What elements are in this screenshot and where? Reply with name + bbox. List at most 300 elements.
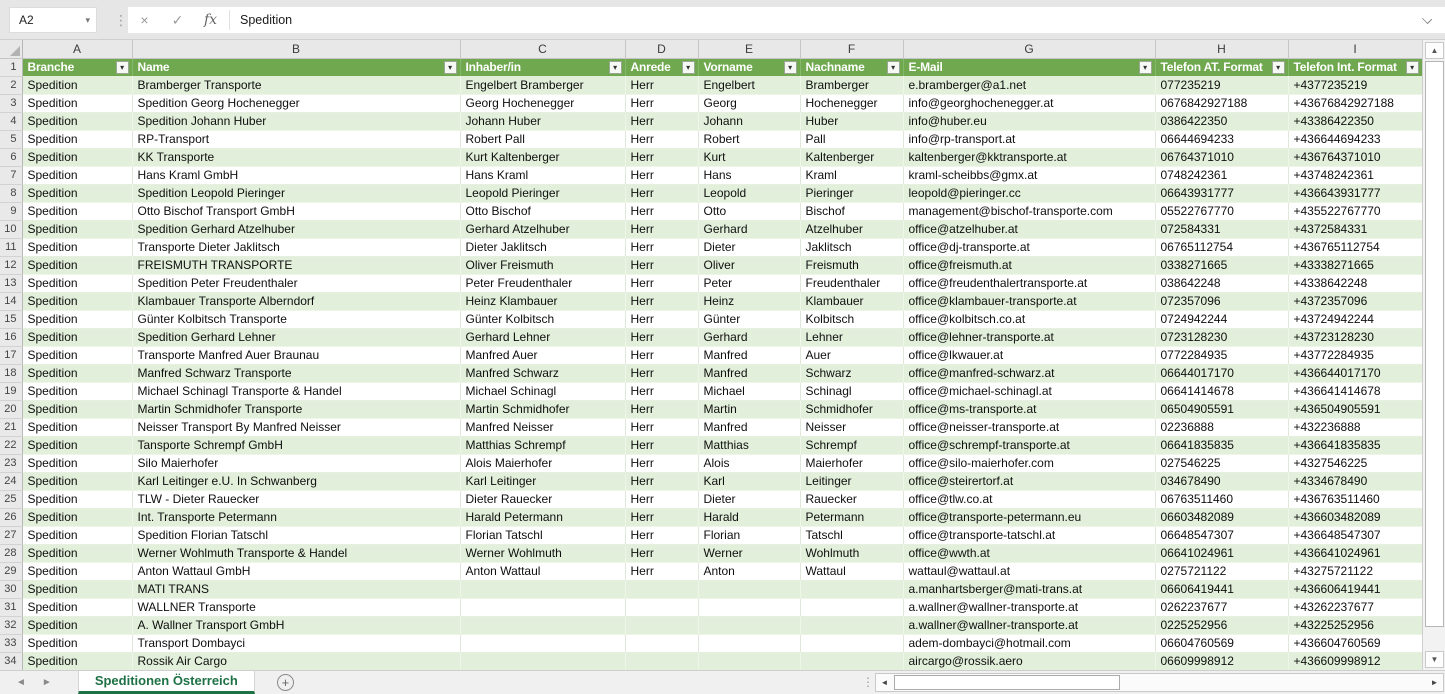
cell-C22[interactable]: Matthias Schrempf — [460, 436, 625, 454]
cell-H13[interactable]: 038642248 — [1155, 274, 1288, 292]
cell-F26[interactable]: Petermann — [800, 508, 903, 526]
row-number-5[interactable]: 5 — [0, 130, 22, 148]
cell-A5[interactable]: Spedition — [22, 130, 132, 148]
row-number-13[interactable]: 13 — [0, 274, 22, 292]
row-number-1[interactable]: 1 — [0, 58, 22, 76]
cell-G7[interactable]: kraml-scheibbs@gmx.at — [903, 166, 1155, 184]
filter-dropdown-icon[interactable]: ▾ — [609, 61, 622, 74]
cell-G33[interactable]: adem-dombayci@hotmail.com — [903, 634, 1155, 652]
cell-E19[interactable]: Michael — [698, 382, 800, 400]
cell-C32[interactable] — [460, 616, 625, 634]
cell-E21[interactable]: Manfred — [698, 418, 800, 436]
column-letter-D[interactable]: D — [625, 40, 698, 58]
cell-B30[interactable]: MATI TRANS — [132, 580, 460, 598]
cell-G28[interactable]: office@wwth.at — [903, 544, 1155, 562]
cell-B12[interactable]: FREISMUTH TRANSPORTE — [132, 256, 460, 274]
header-cell-F1[interactable] — [800, 58, 903, 76]
cell-F6[interactable]: Kaltenberger — [800, 148, 903, 166]
cell-I6[interactable]: +436764371010 — [1288, 148, 1422, 166]
cell-F10[interactable]: Atzelhuber — [800, 220, 903, 238]
vertical-scrollbar-thumb[interactable] — [1425, 61, 1444, 627]
row-number-32[interactable]: 32 — [0, 616, 22, 634]
cell-A17[interactable]: Spedition — [22, 346, 132, 364]
cell-C18[interactable]: Manfred Schwarz — [460, 364, 625, 382]
cell-G2[interactable]: e.bramberger@a1.net — [903, 76, 1155, 94]
cell-B32[interactable]: A. Wallner Transport GmbH — [132, 616, 460, 634]
prev-sheet-icon[interactable]: ◄ — [16, 677, 26, 688]
filter-dropdown-icon[interactable]: ▾ — [1406, 61, 1419, 74]
cell-E4[interactable]: Johann — [698, 112, 800, 130]
cell-D24[interactable]: Herr — [625, 472, 698, 490]
cell-I32[interactable]: +43225252956 — [1288, 616, 1422, 634]
cell-F5[interactable]: Pall — [800, 130, 903, 148]
cell-D34[interactable] — [625, 652, 698, 670]
cell-I19[interactable]: +436641414678 — [1288, 382, 1422, 400]
cell-B20[interactable]: Martin Schmidhofer Transporte — [132, 400, 460, 418]
cell-H21[interactable]: 02236888 — [1155, 418, 1288, 436]
cell-I25[interactable]: +436763511460 — [1288, 490, 1422, 508]
scroll-left-icon[interactable]: ◄ — [880, 678, 889, 687]
cell-H12[interactable]: 0338271665 — [1155, 256, 1288, 274]
cell-B25[interactable]: TLW - Dieter Rauecker — [132, 490, 460, 508]
cell-C8[interactable]: Leopold Pieringer — [460, 184, 625, 202]
row-number-9[interactable]: 9 — [0, 202, 22, 220]
cell-I23[interactable]: +4327546225 — [1288, 454, 1422, 472]
header-cell-C1[interactable] — [460, 58, 625, 76]
cell-D3[interactable]: Herr — [625, 94, 698, 112]
cell-I3[interactable]: +43676842927188 — [1288, 94, 1422, 112]
cell-G27[interactable]: office@transporte-tatschl.at — [903, 526, 1155, 544]
cancel-icon[interactable]: × — [140, 12, 149, 28]
cell-H28[interactable]: 06641024961 — [1155, 544, 1288, 562]
cell-C11[interactable]: Dieter Jaklitsch — [460, 238, 625, 256]
cell-F29[interactable]: Wattaul — [800, 562, 903, 580]
cell-C5[interactable]: Robert Pall — [460, 130, 625, 148]
cell-A25[interactable]: Spedition — [22, 490, 132, 508]
cell-E9[interactable]: Otto — [698, 202, 800, 220]
cell-E10[interactable]: Gerhard — [698, 220, 800, 238]
cell-E13[interactable]: Peter — [698, 274, 800, 292]
cell-A31[interactable]: Spedition — [22, 598, 132, 616]
cell-F18[interactable]: Schwarz — [800, 364, 903, 382]
cell-G13[interactable]: office@freudenthalertransporte.at — [903, 274, 1155, 292]
cell-H25[interactable]: 06763511460 — [1155, 490, 1288, 508]
cell-B15[interactable]: Günter Kolbitsch Transporte — [132, 310, 460, 328]
cell-A20[interactable]: Spedition — [22, 400, 132, 418]
scroll-down-icon[interactable]: ▼ — [1425, 651, 1444, 668]
next-sheet-icon[interactable]: ► — [41, 677, 52, 688]
cell-G17[interactable]: office@lkwauer.at — [903, 346, 1155, 364]
cell-A32[interactable]: Spedition — [22, 616, 132, 634]
row-number-34[interactable]: 34 — [0, 652, 22, 670]
cell-B9[interactable]: Otto Bischof Transport GmbH — [132, 202, 460, 220]
cell-F32[interactable] — [800, 616, 903, 634]
row-number-14[interactable]: 14 — [0, 292, 22, 310]
cell-I34[interactable]: +436609998912 — [1288, 652, 1422, 670]
cell-C25[interactable]: Dieter Rauecker — [460, 490, 625, 508]
cell-G32[interactable]: a.wallner@wallner-transporte.at — [903, 616, 1155, 634]
cell-E30[interactable] — [698, 580, 800, 598]
cell-C24[interactable]: Karl Leitinger — [460, 472, 625, 490]
cell-C30[interactable] — [460, 580, 625, 598]
cell-G6[interactable]: kaltenberger@kktransporte.at — [903, 148, 1155, 166]
cell-E26[interactable]: Harald — [698, 508, 800, 526]
cell-C9[interactable]: Otto Bischof — [460, 202, 625, 220]
cell-E16[interactable]: Gerhard — [698, 328, 800, 346]
row-number-11[interactable]: 11 — [0, 238, 22, 256]
cell-F11[interactable]: Jaklitsch — [800, 238, 903, 256]
cell-F16[interactable]: Lehner — [800, 328, 903, 346]
filter-dropdown-icon[interactable]: ▾ — [1272, 61, 1285, 74]
cell-A34[interactable]: Spedition — [22, 652, 132, 670]
cell-I28[interactable]: +436641024961 — [1288, 544, 1422, 562]
column-letter-C[interactable]: C — [460, 40, 625, 58]
cell-E12[interactable]: Oliver — [698, 256, 800, 274]
cell-C13[interactable]: Peter Freudenthaler — [460, 274, 625, 292]
cell-F27[interactable]: Tatschl — [800, 526, 903, 544]
cell-I33[interactable]: +436604760569 — [1288, 634, 1422, 652]
cell-D21[interactable]: Herr — [625, 418, 698, 436]
enter-check-icon[interactable]: ✓ — [171, 11, 184, 28]
cell-I24[interactable]: +4334678490 — [1288, 472, 1422, 490]
cell-I17[interactable]: +43772284935 — [1288, 346, 1422, 364]
header-cell-G1[interactable] — [903, 58, 1155, 76]
cell-C33[interactable] — [460, 634, 625, 652]
cell-H29[interactable]: 0275721122 — [1155, 562, 1288, 580]
cell-D2[interactable]: Herr — [625, 76, 698, 94]
sheet-tab-speditionen-oesterreich[interactable]: Speditionen Österreich — [78, 671, 255, 694]
cell-A12[interactable]: Spedition — [22, 256, 132, 274]
cell-B23[interactable]: Silo Maierhofer — [132, 454, 460, 472]
cell-F15[interactable]: Kolbitsch — [800, 310, 903, 328]
cell-H32[interactable]: 0225252956 — [1155, 616, 1288, 634]
cell-F4[interactable]: Huber — [800, 112, 903, 130]
cell-G4[interactable]: info@huber.eu — [903, 112, 1155, 130]
cell-I9[interactable]: +435522767770 — [1288, 202, 1422, 220]
cell-F14[interactable]: Klambauer — [800, 292, 903, 310]
cell-A11[interactable]: Spedition — [22, 238, 132, 256]
cell-B11[interactable]: Transporte Dieter Jaklitsch — [132, 238, 460, 256]
cell-H30[interactable]: 06606419441 — [1155, 580, 1288, 598]
cell-B29[interactable]: Anton Wattaul GmbH — [132, 562, 460, 580]
cell-F19[interactable]: Schinagl — [800, 382, 903, 400]
cell-I29[interactable]: +43275721122 — [1288, 562, 1422, 580]
row-number-22[interactable]: 22 — [0, 436, 22, 454]
cell-I10[interactable]: +4372584331 — [1288, 220, 1422, 238]
cell-H2[interactable]: 077235219 — [1155, 76, 1288, 94]
filter-dropdown-icon[interactable]: ▾ — [784, 61, 797, 74]
cell-I16[interactable]: +43723128230 — [1288, 328, 1422, 346]
cell-A30[interactable]: Spedition — [22, 580, 132, 598]
cell-C29[interactable]: Anton Wattaul — [460, 562, 625, 580]
cell-E15[interactable]: Günter — [698, 310, 800, 328]
cell-G25[interactable]: office@tlw.co.at — [903, 490, 1155, 508]
row-number-7[interactable]: 7 — [0, 166, 22, 184]
cell-D8[interactable]: Herr — [625, 184, 698, 202]
cell-C14[interactable]: Heinz Klambauer — [460, 292, 625, 310]
cell-G22[interactable]: office@schrempf-transporte.at — [903, 436, 1155, 454]
cell-G8[interactable]: leopold@pieringer.cc — [903, 184, 1155, 202]
cell-C28[interactable]: Werner Wohlmuth — [460, 544, 625, 562]
cell-E17[interactable]: Manfred — [698, 346, 800, 364]
cell-D12[interactable]: Herr — [625, 256, 698, 274]
name-box[interactable] — [9, 7, 97, 33]
filter-dropdown-icon[interactable]: ▾ — [682, 61, 695, 74]
cell-D15[interactable]: Herr — [625, 310, 698, 328]
row-number-4[interactable]: 4 — [0, 112, 22, 130]
cell-D31[interactable] — [625, 598, 698, 616]
cell-B22[interactable]: Tansporte Schrempf GmbH — [132, 436, 460, 454]
cell-H34[interactable]: 06609998912 — [1155, 652, 1288, 670]
row-number-8[interactable]: 8 — [0, 184, 22, 202]
cell-D11[interactable]: Herr — [625, 238, 698, 256]
cell-I4[interactable]: +43386422350 — [1288, 112, 1422, 130]
cell-G26[interactable]: office@transporte-petermann.eu — [903, 508, 1155, 526]
cell-D18[interactable]: Herr — [625, 364, 698, 382]
cell-I31[interactable]: +43262237677 — [1288, 598, 1422, 616]
cell-F22[interactable]: Schrempf — [800, 436, 903, 454]
cell-E7[interactable]: Hans — [698, 166, 800, 184]
cell-H33[interactable]: 06604760569 — [1155, 634, 1288, 652]
cell-A14[interactable]: Spedition — [22, 292, 132, 310]
cell-G3[interactable]: info@georghochenegger.at — [903, 94, 1155, 112]
row-number-27[interactable]: 27 — [0, 526, 22, 544]
horizontal-scrollbar-thumb[interactable] — [894, 675, 1120, 690]
cell-G16[interactable]: office@lehner-transporte.at — [903, 328, 1155, 346]
cell-D5[interactable]: Herr — [625, 130, 698, 148]
cell-H10[interactable]: 072584331 — [1155, 220, 1288, 238]
row-number-19[interactable]: 19 — [0, 382, 22, 400]
cell-C20[interactable]: Martin Schmidhofer — [460, 400, 625, 418]
cell-A21[interactable]: Spedition — [22, 418, 132, 436]
cell-D16[interactable]: Herr — [625, 328, 698, 346]
cell-B17[interactable]: Transporte Manfred Auer Braunau — [132, 346, 460, 364]
cell-H3[interactable]: 0676842927188 — [1155, 94, 1288, 112]
cell-B31[interactable]: WALLNER Transporte — [132, 598, 460, 616]
cell-E27[interactable]: Florian — [698, 526, 800, 544]
scroll-right-icon[interactable]: ► — [1430, 678, 1439, 687]
cell-E34[interactable] — [698, 652, 800, 670]
cell-D9[interactable]: Herr — [625, 202, 698, 220]
row-number-16[interactable]: 16 — [0, 328, 22, 346]
cell-D10[interactable]: Herr — [625, 220, 698, 238]
row-number-26[interactable]: 26 — [0, 508, 22, 526]
cell-D29[interactable]: Herr — [625, 562, 698, 580]
cell-D32[interactable] — [625, 616, 698, 634]
cell-A22[interactable]: Spedition — [22, 436, 132, 454]
cell-E22[interactable]: Matthias — [698, 436, 800, 454]
cell-A9[interactable]: Spedition — [22, 202, 132, 220]
cell-C10[interactable]: Gerhard Atzelhuber — [460, 220, 625, 238]
column-letter-E[interactable]: E — [698, 40, 800, 58]
cell-E20[interactable]: Martin — [698, 400, 800, 418]
cell-B24[interactable]: Karl Leitinger e.U. In Schwanberg — [132, 472, 460, 490]
row-number-25[interactable]: 25 — [0, 490, 22, 508]
cell-I26[interactable]: +436603482089 — [1288, 508, 1422, 526]
row-number-15[interactable]: 15 — [0, 310, 22, 328]
cell-H8[interactable]: 06643931777 — [1155, 184, 1288, 202]
cell-E3[interactable]: Georg — [698, 94, 800, 112]
cell-I13[interactable]: +4338642248 — [1288, 274, 1422, 292]
cell-F25[interactable]: Rauecker — [800, 490, 903, 508]
cell-G9[interactable]: management@bischof-transporte.com — [903, 202, 1155, 220]
header-cell-E1[interactable] — [698, 58, 800, 76]
cell-B18[interactable]: Manfred Schwarz Transporte — [132, 364, 460, 382]
header-cell-A1[interactable] — [22, 58, 132, 76]
cell-F8[interactable]: Pieringer — [800, 184, 903, 202]
row-number-33[interactable]: 33 — [0, 634, 22, 652]
cell-E23[interactable]: Alois — [698, 454, 800, 472]
cell-F17[interactable]: Auer — [800, 346, 903, 364]
cell-G19[interactable]: office@michael-schinagl.at — [903, 382, 1155, 400]
header-cell-I1[interactable] — [1288, 58, 1422, 76]
cell-A33[interactable]: Spedition — [22, 634, 132, 652]
row-number-6[interactable]: 6 — [0, 148, 22, 166]
cell-G30[interactable]: a.manhartsberger@mati-trans.at — [903, 580, 1155, 598]
cell-A28[interactable]: Spedition — [22, 544, 132, 562]
row-number-24[interactable]: 24 — [0, 472, 22, 490]
cell-G20[interactable]: office@ms-transporte.at — [903, 400, 1155, 418]
column-letter-G[interactable]: G — [903, 40, 1155, 58]
cell-B27[interactable]: Spedition Florian Tatschl — [132, 526, 460, 544]
cell-F33[interactable] — [800, 634, 903, 652]
cell-H20[interactable]: 06504905591 — [1155, 400, 1288, 418]
cell-G31[interactable]: a.wallner@wallner-transporte.at — [903, 598, 1155, 616]
cell-H4[interactable]: 0386422350 — [1155, 112, 1288, 130]
cell-A15[interactable]: Spedition — [22, 310, 132, 328]
column-letter-H[interactable]: H — [1155, 40, 1288, 58]
cell-E25[interactable]: Dieter — [698, 490, 800, 508]
cell-G24[interactable]: office@steirertorf.at — [903, 472, 1155, 490]
cell-D7[interactable]: Herr — [625, 166, 698, 184]
cell-G15[interactable]: office@kolbitsch.co.at — [903, 310, 1155, 328]
cell-H5[interactable]: 06644694233 — [1155, 130, 1288, 148]
cell-D26[interactable]: Herr — [625, 508, 698, 526]
cell-H6[interactable]: 06764371010 — [1155, 148, 1288, 166]
cell-A10[interactable]: Spedition — [22, 220, 132, 238]
cell-I11[interactable]: +436765112754 — [1288, 238, 1422, 256]
cell-F23[interactable]: Maierhofer — [800, 454, 903, 472]
row-number-10[interactable]: 10 — [0, 220, 22, 238]
cell-F7[interactable]: Kraml — [800, 166, 903, 184]
header-cell-B1[interactable] — [132, 58, 460, 76]
row-number-31[interactable]: 31 — [0, 598, 22, 616]
header-cell-H1[interactable] — [1155, 58, 1288, 76]
cell-A16[interactable]: Spedition — [22, 328, 132, 346]
cell-B3[interactable]: Spedition Georg Hochenegger — [132, 94, 460, 112]
cell-H17[interactable]: 0772284935 — [1155, 346, 1288, 364]
row-number-2[interactable]: 2 — [0, 76, 22, 94]
cell-D4[interactable]: Herr — [625, 112, 698, 130]
cell-A26[interactable]: Spedition — [22, 508, 132, 526]
cell-C17[interactable]: Manfred Auer — [460, 346, 625, 364]
column-letter-B[interactable]: B — [132, 40, 460, 58]
cell-E33[interactable] — [698, 634, 800, 652]
cell-G21[interactable]: office@neisser-transporte.at — [903, 418, 1155, 436]
cell-B19[interactable]: Michael Schinagl Transporte & Handel — [132, 382, 460, 400]
cell-H23[interactable]: 027546225 — [1155, 454, 1288, 472]
cell-A4[interactable]: Spedition — [22, 112, 132, 130]
cell-H22[interactable]: 06641835835 — [1155, 436, 1288, 454]
cell-B14[interactable]: Klambauer Transporte Alberndorf — [132, 292, 460, 310]
cell-C15[interactable]: Günter Kolbitsch — [460, 310, 625, 328]
cell-I18[interactable]: +436644017170 — [1288, 364, 1422, 382]
header-cell-D1[interactable] — [625, 58, 698, 76]
cell-I27[interactable]: +436648547307 — [1288, 526, 1422, 544]
cell-G18[interactable]: office@manfred-schwarz.at — [903, 364, 1155, 382]
cell-B34[interactable]: Rossik Air Cargo — [132, 652, 460, 670]
cell-D14[interactable]: Herr — [625, 292, 698, 310]
cell-I21[interactable]: +432236888 — [1288, 418, 1422, 436]
cell-B4[interactable]: Spedition Johann Huber — [132, 112, 460, 130]
cell-H15[interactable]: 0724942244 — [1155, 310, 1288, 328]
cell-B5[interactable]: RP-Transport — [132, 130, 460, 148]
cell-F34[interactable] — [800, 652, 903, 670]
cell-E28[interactable]: Werner — [698, 544, 800, 562]
cell-A6[interactable]: Spedition — [22, 148, 132, 166]
cell-B7[interactable]: Hans Kraml GmbH — [132, 166, 460, 184]
cell-D13[interactable]: Herr — [625, 274, 698, 292]
cell-D20[interactable]: Herr — [625, 400, 698, 418]
cell-C4[interactable]: Johann Huber — [460, 112, 625, 130]
row-number-12[interactable]: 12 — [0, 256, 22, 274]
cell-G29[interactable]: wattaul@wattaul.at — [903, 562, 1155, 580]
cell-H11[interactable]: 06765112754 — [1155, 238, 1288, 256]
cell-C27[interactable]: Florian Tatschl — [460, 526, 625, 544]
cell-H27[interactable]: 06648547307 — [1155, 526, 1288, 544]
cell-D19[interactable]: Herr — [625, 382, 698, 400]
cell-E29[interactable]: Anton — [698, 562, 800, 580]
filter-dropdown-icon[interactable]: ▾ — [444, 61, 457, 74]
cell-D17[interactable]: Herr — [625, 346, 698, 364]
cell-D33[interactable] — [625, 634, 698, 652]
cell-B2[interactable]: Bramberger Transporte — [132, 76, 460, 94]
cell-G11[interactable]: office@dj-transporte.at — [903, 238, 1155, 256]
cell-G10[interactable]: office@atzelhuber.at — [903, 220, 1155, 238]
filter-dropdown-icon[interactable]: ▾ — [116, 61, 129, 74]
cell-H14[interactable]: 072357096 — [1155, 292, 1288, 310]
cell-B16[interactable]: Spedition Gerhard Lehner — [132, 328, 460, 346]
cell-I20[interactable]: +436504905591 — [1288, 400, 1422, 418]
cell-D30[interactable] — [625, 580, 698, 598]
cell-E18[interactable]: Manfred — [698, 364, 800, 382]
cell-I7[interactable]: +43748242361 — [1288, 166, 1422, 184]
cell-E14[interactable]: Heinz — [698, 292, 800, 310]
cell-I2[interactable]: +4377235219 — [1288, 76, 1422, 94]
name-box-dropdown-icon[interactable]: ▾ — [85, 15, 90, 25]
cell-B21[interactable]: Neisser Transport By Manfred Neisser — [132, 418, 460, 436]
cell-B10[interactable]: Spedition Gerhard Atzelhuber — [132, 220, 460, 238]
cell-C21[interactable]: Manfred Neisser — [460, 418, 625, 436]
cell-A23[interactable]: Spedition — [22, 454, 132, 472]
cell-B8[interactable]: Spedition Leopold Pieringer — [132, 184, 460, 202]
insert-function-icon[interactable]: fx — [203, 12, 218, 28]
cell-B6[interactable]: KK Transporte — [132, 148, 460, 166]
cell-I5[interactable]: +436644694233 — [1288, 130, 1422, 148]
cell-A27[interactable]: Spedition — [22, 526, 132, 544]
cell-G5[interactable]: info@rp-transport.at — [903, 130, 1155, 148]
scrollbar-grip-icon[interactable]: ⋮ — [862, 675, 874, 689]
row-number-29[interactable]: 29 — [0, 562, 22, 580]
cell-F12[interactable]: Freismuth — [800, 256, 903, 274]
row-number-28[interactable]: 28 — [0, 544, 22, 562]
cell-I14[interactable]: +4372357096 — [1288, 292, 1422, 310]
cell-C2[interactable]: Engelbert Bramberger — [460, 76, 625, 94]
cell-F31[interactable] — [800, 598, 903, 616]
row-number-23[interactable]: 23 — [0, 454, 22, 472]
cell-G23[interactable]: office@silo-maierhofer.com — [903, 454, 1155, 472]
cell-C6[interactable]: Kurt Kaltenberger — [460, 148, 625, 166]
